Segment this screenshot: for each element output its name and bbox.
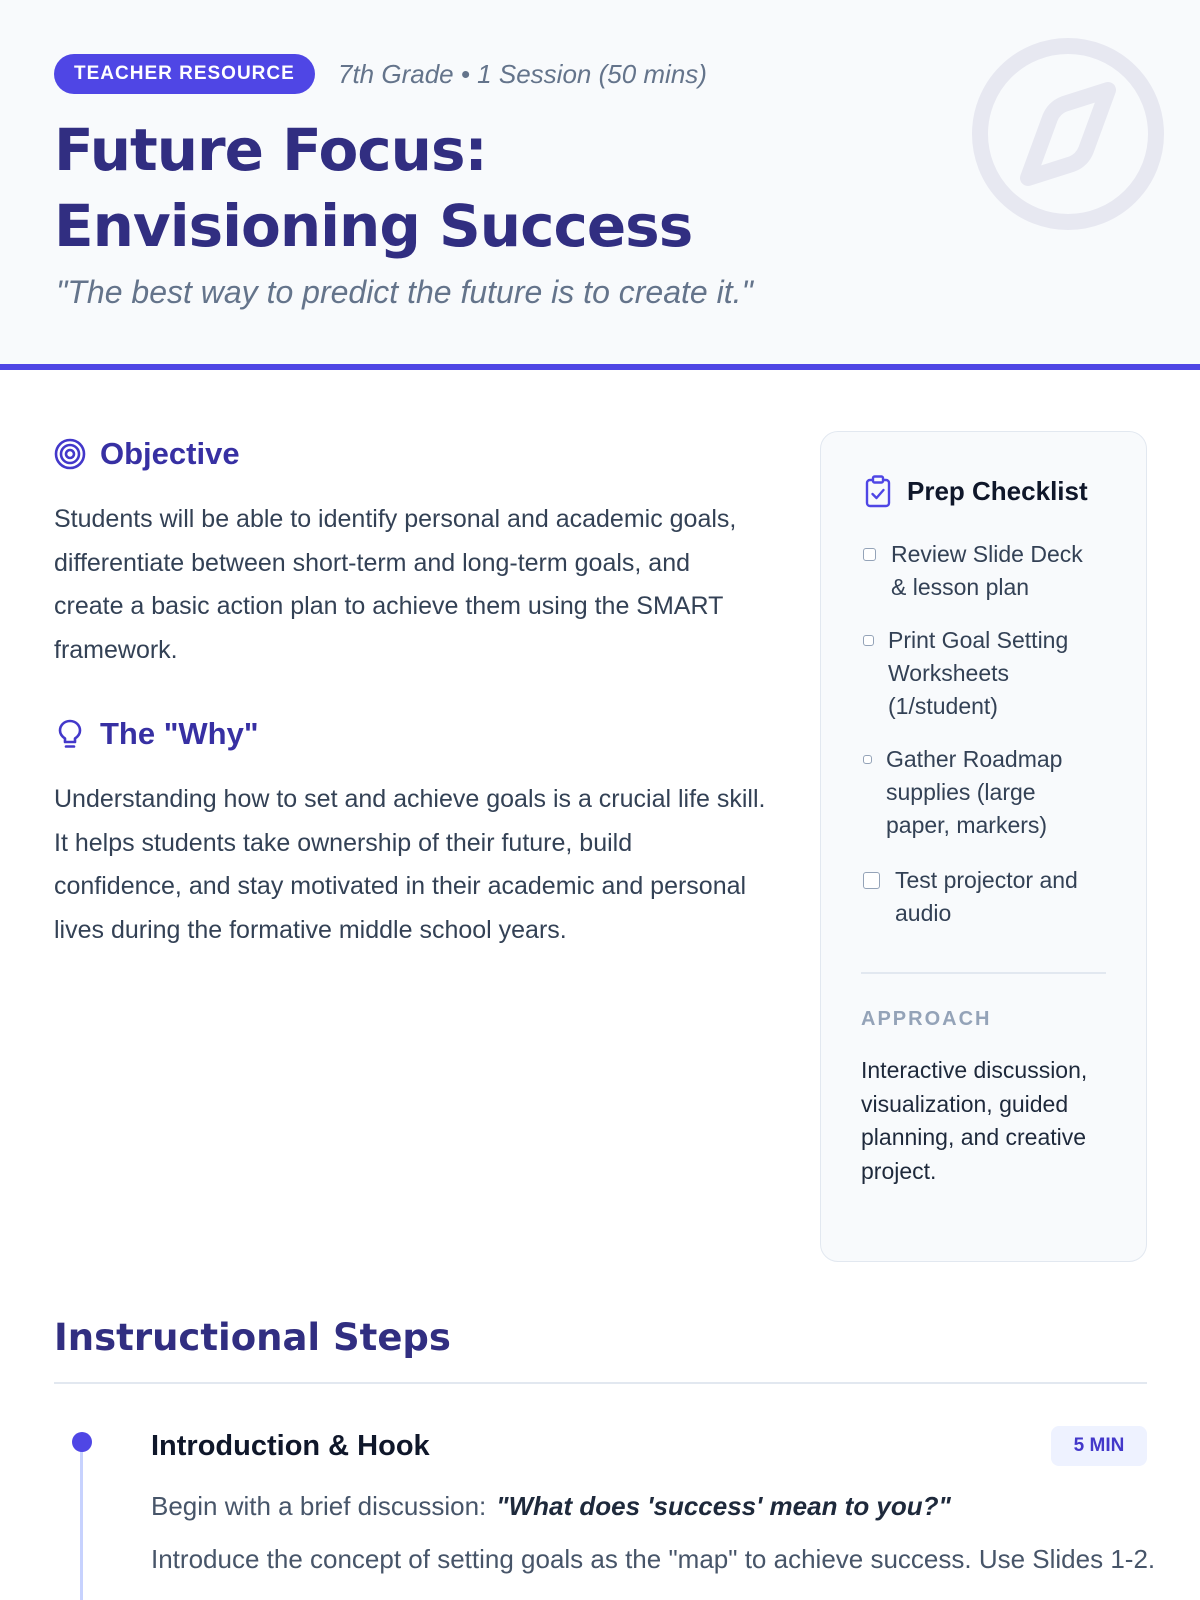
checklist-item[interactable] [863, 538, 1091, 604]
lightbulb-icon [54, 718, 86, 750]
step-description-prefix: Begin with a brief discussion: [151, 1491, 487, 1521]
step-discussion-quote: "What does 'success' mean to you?" [496, 1491, 951, 1521]
target-icon [54, 438, 86, 470]
checklist-item-label: Print Goal Setting Worksheets (1/student) [888, 627, 1069, 719]
header-quote: "The best way to predict the future is to create it." [56, 274, 753, 310]
grade-session-meta: 7th Grade • 1 Session (50 mins) [338, 59, 707, 89]
clipboard-check-icon [861, 474, 895, 508]
checkbox[interactable] [863, 755, 872, 764]
checkbox[interactable] [863, 635, 874, 646]
approach-label: APPROACH [861, 1008, 992, 1030]
step-description-line [151, 1489, 951, 1523]
why-heading-label: The "Why" [100, 716, 259, 751]
checklist-item-label: Review Slide Deck & lesson plan [891, 541, 1083, 600]
timeline-line [80, 1440, 83, 1600]
checklist-item-label: Gather Roadmap supplies (large paper, markers) [886, 746, 1063, 838]
steps-heading: Instructional Steps [54, 1316, 451, 1359]
why-text: Understanding how to set and achieve goals is a crucial life skill. It helps students take ownership of their future, build confidence, and stay motivated in their academic and personal lives during the formative middle school years. [54, 785, 766, 944]
checklist-item[interactable] [863, 743, 1086, 842]
title-line-2: Envisioning Success [54, 192, 693, 260]
checklist-item-label: Test projector and audio [895, 867, 1078, 926]
checklist-item[interactable] [863, 624, 1098, 723]
checkbox[interactable] [863, 872, 880, 889]
resource-badge: TEACHER RESOURCE [54, 54, 315, 94]
objective-heading-label: Objective [100, 436, 240, 471]
why-heading [54, 716, 259, 752]
compass-icon [968, 34, 1168, 234]
checklist-item[interactable] [863, 864, 1110, 930]
title-line-1: Future Focus: [54, 116, 487, 184]
step-duration-badge: 5 MIN [1051, 1426, 1147, 1466]
approach-text: Interactive discussion, visualization, guided planning, and creative project. [861, 1057, 1088, 1184]
step-title: Introduction & Hook [151, 1430, 430, 1462]
sidebar-divider [861, 972, 1106, 974]
steps-divider [54, 1382, 1147, 1384]
prep-checklist-heading [861, 474, 1088, 508]
objective-heading [54, 436, 240, 472]
step-description-line: Introduce the concept of setting goals as the "map" to achieve success. Use Slides 1-2. [151, 1544, 1156, 1574]
timeline-dot [72, 1432, 92, 1452]
page-header [0, 0, 1200, 370]
objective-text: Students will be able to identify personal and academic goals, differentiate between short-term and long-term goals, and create a basic action plan to achieve them using the SMART framework. [54, 505, 737, 664]
prep-sidebar [820, 431, 1147, 1262]
checkbox[interactable] [863, 548, 876, 561]
page-title [54, 112, 692, 264]
prep-checklist-title: Prep Checklist [907, 475, 1088, 506]
